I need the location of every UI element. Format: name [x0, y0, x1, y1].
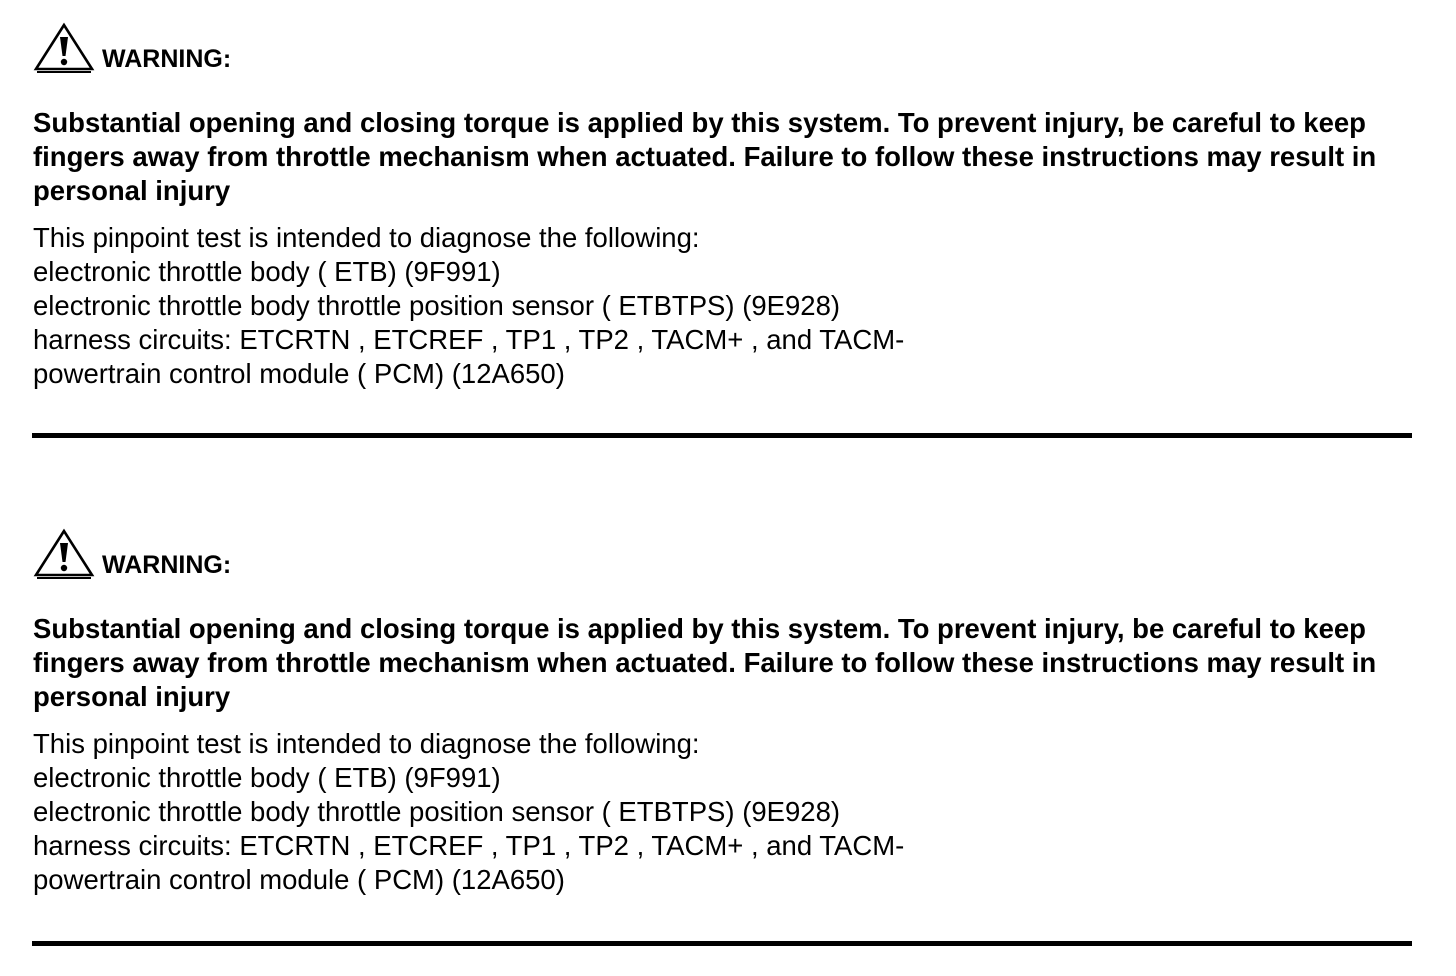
warning-triangle-icon: [33, 528, 95, 580]
info-line: harness circuits: ETCRTN , ETCREF , TP1 , TP2 , TACM+ , and TACM-: [33, 324, 905, 355]
warning-text: Substantial opening and closing torque is applied by this system. To prevent injury, be careful to keep fingers away from throttle mechanism when actuated. Failure to follow these instructions may result in personal injury: [33, 107, 1377, 206]
warning-text: Substantial opening and closing torque is applied by this system. To prevent injury, be careful to keep fingers away from throttle mechanism when actuated. Failure to follow these instructions may result in personal injury: [33, 613, 1377, 712]
pinpoint-test-info: [33, 727, 904, 897]
info-line: powertrain control module ( PCM) (12A650): [33, 864, 565, 895]
warning-header: [33, 14, 231, 74]
info-line: electronic throttle body throttle position sensor ( ETBTPS) (9E928): [33, 290, 841, 321]
info-line: This pinpoint test is intended to diagnose the following:: [33, 728, 700, 759]
info-line: powertrain control module ( PCM) (12A650): [33, 358, 565, 389]
info-line: harness circuits: ETCRTN , ETCREF , TP1 , TP2 , TACM+ , and TACM-: [33, 830, 905, 861]
section-divider: [32, 433, 1412, 438]
section-divider: [32, 941, 1412, 946]
warning-section-1: [0, 0, 1456, 470]
warning-label: WARNING:: [102, 45, 232, 73]
info-line: electronic throttle body throttle position sensor ( ETBTPS) (9E928): [33, 796, 841, 827]
info-line: electronic throttle body ( ETB) (9F991): [33, 762, 501, 793]
warning-triangle-icon: [33, 22, 95, 74]
info-line: electronic throttle body ( ETB) (9F991): [33, 256, 501, 287]
info-line: This pinpoint test is intended to diagnose the following:: [33, 222, 700, 253]
warning-header: [33, 520, 231, 580]
warning-section-2: [0, 506, 1456, 976]
warning-label: WARNING:: [102, 551, 232, 579]
pinpoint-test-info: [33, 221, 904, 391]
